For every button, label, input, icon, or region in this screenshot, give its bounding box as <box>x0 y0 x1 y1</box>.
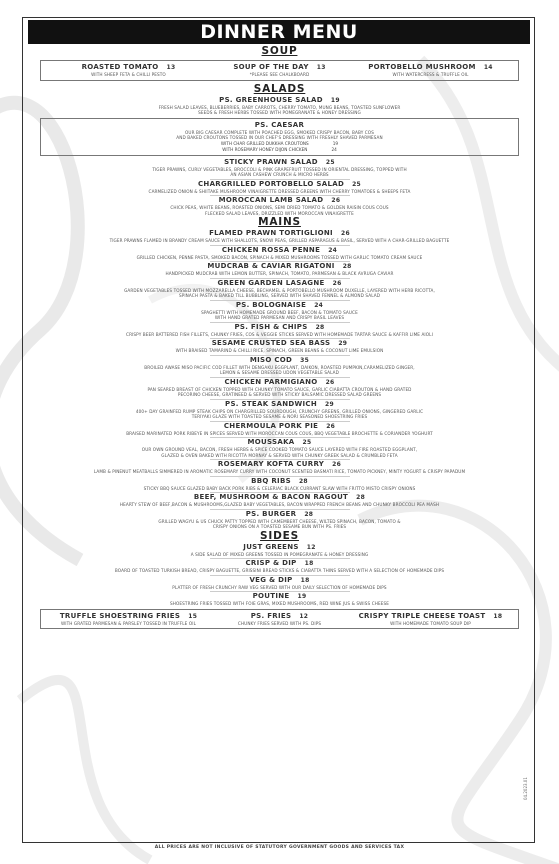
item-description: 400+ DAY GRAINFED RUMP STEAK CHIPS ON CHARGRILLED SOURDOUGH, CRUNCHY GREENS, GRILLED ONIONS, GINGERED GARLIC <box>135 408 424 414</box>
item-name: PORTOBELLO MUSHROOM <box>368 63 476 71</box>
item-description: PLATTER OF FRESH CRUNCHY RAW VEG SERVED WITH OUR DAILY SELECTION OF HOMEMADE DIPS <box>172 584 387 590</box>
footer-note: ALL PRICES ARE NOT INCLUSIVE OF STATUTORY GOVERNMENT GOODS AND SERVICES TAX <box>154 845 405 850</box>
soup-item-portobello-mushroom <box>355 63 506 78</box>
item-description: GRILLED WAGYU & US CHUCK PATTY TOPPED WITH CAMEMBERT CHEESE, WILTED SPINACH, BACON, TOMATO & <box>158 518 401 524</box>
item-name: BBQ RIBS <box>251 476 291 485</box>
item-price: 15 <box>188 612 198 620</box>
item-name: CHICKEN ROSSA PENNE <box>221 245 321 254</box>
item-description: GARDEN VEGETABLES TOSSED WITH MOZZARELLA CHEESE, BECHAMEL & PORTOBELLO MUSHROOM DUXELLE, LAYERED WITH HERB RICOTTA, <box>124 287 435 293</box>
item-description: FLECKED SALAD LEAVES, DRIZZLED WITH MOROCCAN VINAIGRETTE <box>205 210 354 216</box>
item-price: 29 <box>325 400 334 408</box>
item-name: PS. STEAK SANDWICH <box>225 399 318 408</box>
section-heading-soup: SOUP <box>261 45 298 57</box>
menu-item <box>30 378 529 398</box>
item-description: WITH SHEEP FETA & CHILLI PESTO <box>91 72 166 77</box>
item-name: MOUSSAKA <box>247 438 295 446</box>
side-item-cheese-toast <box>355 612 506 627</box>
item-description: OUR BIG CAESAR COMPLETE WITH POACHED EGG, SMOKED CRISPY BACON, BABY COS <box>185 129 374 135</box>
menu-item <box>30 559 529 574</box>
item-description: PECORINO CHEESE, GRATINEED & SERVED WITH STICKY BALSAMIC DRESSED SALAD GREENS <box>177 392 382 397</box>
mains-list <box>30 229 529 530</box>
section-heading-salads: SALADS <box>253 82 306 95</box>
item-description: OUR OWN GROUND VEAL, BACON, FRESH HERBS & SPICE COOKED TOMATO SAUCE LAYERED WITH FIRE ROASTED EGGPLANT, <box>141 447 418 452</box>
item-name: MISO COD <box>249 355 293 364</box>
item-name: POUTINE <box>252 592 290 600</box>
item-description: WITH HOMEMADE TOMATO SOUP DIP <box>390 620 471 626</box>
item-price: 28 <box>304 510 314 518</box>
item-price: 26 <box>331 197 341 204</box>
item-name: SESAME CRUSTED SEA BASS <box>211 339 331 347</box>
item-name: MUDCRAB & CAVIAR RIGATONI <box>207 262 335 270</box>
item-name: MOROCCAN LAMB SALAD <box>218 196 324 204</box>
item-description: FRESH SALAD LEAVES, BLUEBERRIES, BABY CARROTS, CHERRY TOMATO, MUNG BEANS, TOASTED SUNFLOWER <box>158 104 401 110</box>
caesar-option <box>41 147 518 153</box>
item-price: 28 <box>342 263 352 270</box>
item-price: 18 <box>300 576 310 584</box>
option-label: WITH ROSEMARY HONEY DIJON CHICKEN <box>222 146 308 152</box>
item-description: GRILLED CHICKEN, PENNE PASTA, SMOKED BACON, SPINACH & MIXED MUSHROOMS TOSSED WITH GARLIC TOMATO CREAM SAUCE <box>136 254 423 260</box>
item-description: WITH WATERCRESS & TRUFFLE OIL <box>392 72 469 77</box>
section-heading-sides: SIDES <box>260 529 299 542</box>
item-description: A SIDE SALAD OF MIXED GREENS TOSSED IN POMEGRANATE & HONEY DRESSING <box>190 551 369 557</box>
item-description: LAMB & PINENUT MEATBALLS SIMMERED IN AROMATIC ROSEMARY CURRY WITH COCONUT SCENTED BASMATI RICE, TOMATO PICKNEY, MINTY YOGURT & CRISPY PAPADUM <box>93 469 466 474</box>
item-price: 18 <box>493 612 503 620</box>
item-name: PS. GREENHOUSE SALAD <box>219 95 323 104</box>
item-price: 25 <box>325 158 335 166</box>
menu-item <box>30 356 529 376</box>
item-description: BROILED AWASE MISO PACIFIC COD FILLET WITH DENGAKU EGGPLANT, DAIKON, ROASTED PUMPKIN,CARAMELIZED GINGER, <box>144 364 415 370</box>
menu-item <box>30 438 529 458</box>
item-price: 13 <box>316 64 326 71</box>
item-name: STICKY PRAWN SALAD <box>224 157 318 166</box>
item-price: 28 <box>356 494 366 501</box>
item-name: PS. FISH & CHIPS <box>234 322 308 331</box>
item-description: HANDPICKED MUDCRAB WITH LEMON BUTTER, SPINACH, TOMATO, PARMESAN & BLACK AVRUGA CAVIAR <box>165 271 394 276</box>
item-price: 18 <box>304 560 314 567</box>
item-name: CHERMOULA PORK PIE <box>223 421 319 430</box>
menu-item <box>30 96 529 116</box>
item-price: 25 <box>352 180 362 188</box>
item-description: TIGER PRAWNS FLAMED IN BRANDY CREAM SAUCE WITH SHALLOTS, SNOW PEAS, GRILLED ASPARAGUS & BASIL, SERVED WITH A CHAR-GRILLED BAGUETTE <box>109 238 450 243</box>
item-description: BRAISED MARINATED PORK RIBEYE IN SPICES SERVED WITH MOROCCAN COUS COUS, BBQ VEGETABLE BROCHETTE & CORIANDER YOGHURT <box>126 430 433 436</box>
item-description: CRISPY ONIONS ON A TOASTED SESAME BUN WITH PS. FRIES <box>212 524 347 529</box>
menu-item <box>30 301 529 321</box>
menu-item <box>30 422 529 437</box>
item-description: SPAGHETTI WITH HOMEMADE GROUND BEEF, BACON & TOMATO SAUCE <box>201 309 358 315</box>
item-description: CHUNKY FRIES SERVED WITH PS. DIPS <box>237 620 322 626</box>
item-price: 28 <box>315 323 325 331</box>
item-description: TERIYAKI GLAZE WITH TOASTED SESAME & NORI SEASONED SHOESTRING FRIES <box>191 414 368 419</box>
item-price: 24 <box>314 301 324 309</box>
item-description: WITH HAND GRATED PARMESAN AND CRISPY BASIL LEAVES <box>214 315 345 320</box>
item-name: ROSEMARY KOFTA CURRY <box>217 460 325 468</box>
menu-item <box>30 180 529 195</box>
item-price: 14 <box>483 64 493 71</box>
item-description: LEMON & SESAME DRESSED UDON VEGETABLE SALAD <box>220 370 339 375</box>
item-description: TIGER PRAWNS, CURLY VEGETABLES, BROCCOLI & PINK GRAPEFRUIT TOSSED IN ORIENTAL DRESSING, TOPPED WITH <box>152 166 407 172</box>
item-description: STICKY BBQ SAUCE GLAZED BABY BACK PORK RIBS & CELERIAC BLACK CURRANT SLAW WITH FRITTO MISTO CRISPY ONIONS <box>143 485 416 491</box>
item-name: CHICKEN PARMIGIANO <box>224 377 318 386</box>
item-name: TRUFFLE SHOESTRING FRIES <box>59 611 181 620</box>
menu-item <box>30 592 529 607</box>
menu-item <box>30 158 529 178</box>
item-price: 12 <box>306 543 316 551</box>
item-name: SOUP OF THE DAY <box>233 63 309 71</box>
item-price: 35 <box>300 356 310 364</box>
item-price: 13 <box>166 64 176 71</box>
menu-item <box>30 543 529 558</box>
section-heading-mains: MAINS <box>258 216 301 228</box>
option-price: 19 <box>332 140 339 146</box>
item-name: GREEN GARDEN LASAGNE <box>217 278 325 287</box>
option-label: WITH CHAR GRILLED DUKKHA CROUTONS <box>220 140 309 146</box>
soup-box <box>40 60 519 81</box>
item-price: 26 <box>340 230 350 237</box>
menu-item <box>30 339 529 354</box>
sides-box <box>40 609 519 630</box>
item-description: SPINACH PASTA & BAKED TILL BUBBLING, SERVED WITH SHAVED FENNEL & ALMOND SALAD <box>178 293 381 298</box>
page-title: DINNER MENU <box>28 20 530 44</box>
menu-item <box>30 262 529 277</box>
menu-item <box>30 400 529 420</box>
item-name: PS. BURGER <box>245 509 297 518</box>
item-description: WITH GRATED PARMESAN & PARSLEY TOSSED IN TRUFFLE OIL <box>61 620 196 626</box>
menu-content <box>30 45 529 631</box>
menu-item <box>30 460 529 475</box>
menu-item <box>30 493 529 508</box>
option-price: 24 <box>331 146 337 152</box>
menu-item <box>30 323 529 338</box>
item-description: WITH BRAISED TAMARIND & CHILLI RICE, SPINACH, GREEN BEANS & COCONUT LIME EMULSION <box>175 348 384 353</box>
item-description: CHICK PEAS, WHITE BEANS, ROASTED ONIONS, SEMI DRIED TOMATO & GOLDEN RAISIN COUS COUS <box>170 205 389 210</box>
item-price: 24 <box>328 246 338 254</box>
menu-item <box>30 229 529 244</box>
item-price: 29 <box>338 340 348 347</box>
item-name: PS. FRIES <box>250 611 292 620</box>
item-description: HEARTY STEW OF BEEF,BACON & MUSHROOMS,GLAZED BABY VEGETABLES, BACON WRAPPED FRENCH BEANS AND CHUNKY BROCCOLI PEA MASH <box>119 502 440 507</box>
item-name: ROASTED TOMATO <box>81 63 159 71</box>
item-description: BOARD OF TOASTED TURKISH BREAD, CRISPY BAGUETTE, GRISSINI BREAD STICKS & CIABATTA THINS SERVED WITH A SELECTION OF HOMEMADE DIPS <box>114 568 445 573</box>
item-name: BEEF, MUSHROOM & BACON RAGOUT <box>193 493 349 501</box>
item-price: 26 <box>326 422 336 430</box>
item-name: PS. BOLOGNAISE <box>235 300 307 309</box>
menu-item <box>30 477 529 492</box>
sides-list <box>30 543 529 607</box>
item-description: *PLEASE SEE CHALKBOARD <box>249 72 310 77</box>
caesar-box <box>40 118 519 156</box>
menu-item <box>30 246 529 261</box>
item-price: 26 <box>332 461 342 468</box>
soup-item-soup-of-the-day <box>204 63 355 78</box>
item-price: 12 <box>299 612 309 620</box>
item-price: 19 <box>297 593 307 600</box>
item-description: CARMELIZED ONION & SHIITAKE MUSHROOM VINAIGRETTE DRESSED GREENS WITH CHERRY TOMATOES & SHEEPS FETA <box>148 188 411 194</box>
item-name: CHARGRILLED PORTOBELLO SALAD <box>197 179 345 188</box>
menu-item <box>30 279 529 299</box>
item-name: CRISPY TRIPLE CHEESE TOAST <box>358 611 486 620</box>
item-description: SEEDS & FRESH HERBS TOSSED WITH POMEGRANATE & HONEY DRESSING <box>198 110 361 115</box>
menu-item <box>30 576 529 591</box>
side-item-truffle-fries <box>53 612 204 627</box>
item-name: CRISP & DIP <box>245 559 297 567</box>
item-description: PAN SEARED BREAST OF CHICKEN TOPPED WITH CHUNKY TOMATO SAUCE, GARLIC CIABATTA CROUTON & HAND GRATED <box>147 386 412 392</box>
item-price: 26 <box>332 279 342 287</box>
item-name: VEG & DIP <box>249 575 293 584</box>
item-description: GLAZED & OVEN BAKED WITH RICOTTA MORNAY & SERVED WITH CHUNKY GREEK SALAD & CRUMBLED FETA <box>161 452 398 458</box>
side-item-ps-fries <box>204 612 355 627</box>
item-price: 26 <box>325 378 335 386</box>
item-description: AND BAKED CROUTONS TOSSED IN OUR CHEF'S DRESSING WITH FRESHLY SHAVED PARMESAN <box>176 135 383 140</box>
item-description: CRISPY BEER BATTERED FISH FILLETS, CHUNKY FRIES, COS & VEGGIE STICKS SERVED WITH HOMEMADE TARTAR SAUCE & KAFFIR LIME AIOLI <box>126 331 433 337</box>
item-description: AN ASIAN CASHEW CRUNCH & MICRO HERBS <box>230 172 329 177</box>
version-code: 04.2023.01 <box>523 777 528 800</box>
item-price: 28 <box>298 477 308 485</box>
item-price: 19 <box>330 96 340 104</box>
menu-item <box>30 196 529 216</box>
item-price: 25 <box>302 439 312 446</box>
item-description: SHOESTRING FRIES TOSSED WITH FOIE GRAS, MIXED MUSHROOMS, RED WINE JUS & SWISS CHEESE <box>170 601 389 606</box>
item-name: PS. CAESAR <box>254 120 305 129</box>
soup-item-roasted-tomato <box>53 63 204 78</box>
menu-item <box>30 510 529 530</box>
item-name: FLAMED PRAWN TORTIGLIONI <box>209 229 333 237</box>
item-name: JUST GREENS <box>243 542 299 551</box>
